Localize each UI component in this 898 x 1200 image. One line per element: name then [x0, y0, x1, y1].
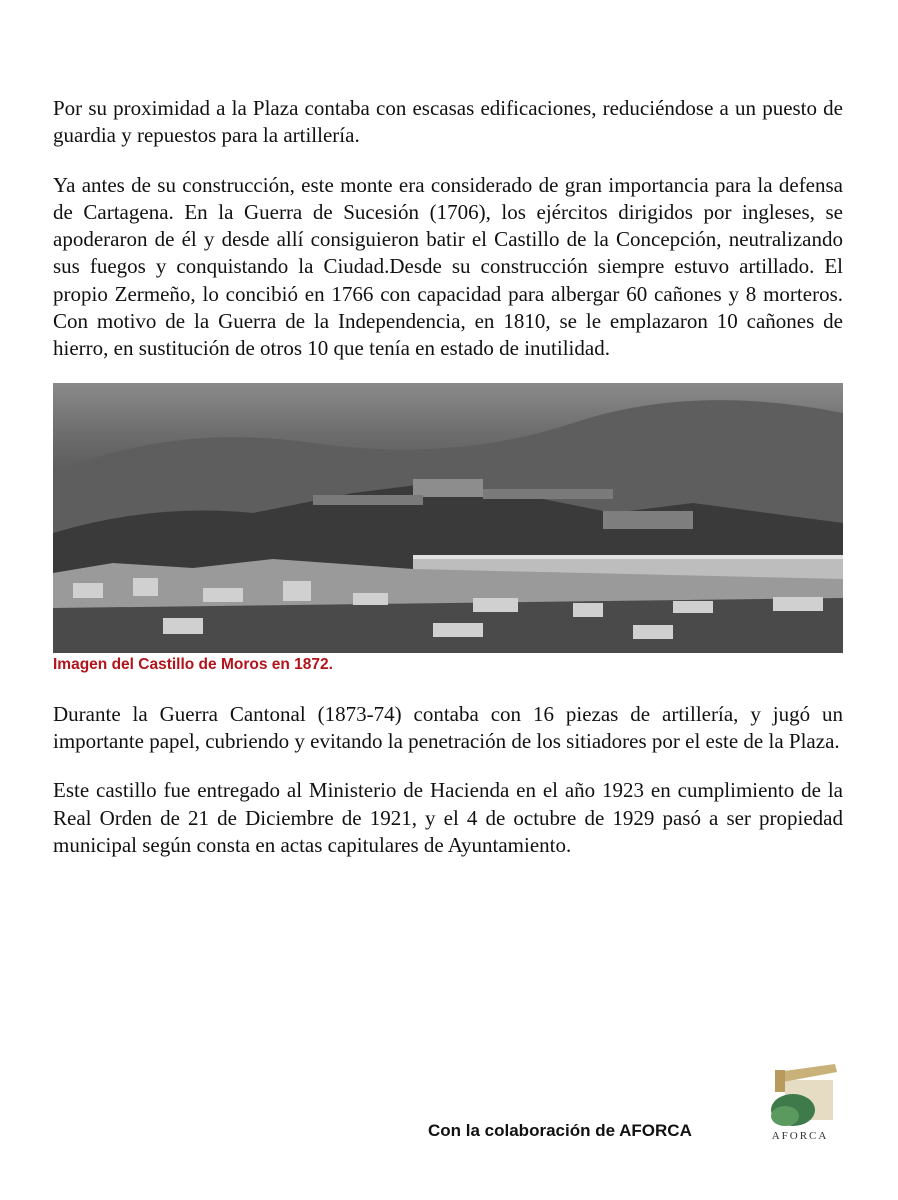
document-body: [53, 95, 843, 881]
aforca-logo-text: AFORCA: [771, 1130, 829, 1142]
castle-photo-drawing: [53, 383, 843, 653]
castle-photo: [53, 383, 843, 653]
paragraph-2: Ya antes de su construcción, este monte era considerado de gran importancia para la defensa de Cartagena. En la Guerra de Sucesión (1706), los ejércitos dirigidos por ingleses, se apoderaron de él y desde allí consiguieron batir el Castillo de la Concepción, neutralizando sus fuegos y conquistando la Ciudad.Desde su construcción siempre estuvo artillado. El propio Zermeño, lo concibió en 1766 con capacidad para albergar 60 cañones y 8 morteros. Con motivo de la Guerra de la Independencia, en 1810, se le emplazaron 10 cañones de hierro, en sustitución de otros 10 que tenía en estado de inutilidad.: [53, 172, 843, 361]
image-caption: Imagen del Castillo de Moros en 1872.: [53, 655, 333, 673]
aforca-logo-icon: [755, 1062, 845, 1128]
paragraph-4: Este castillo fue entregado al Ministerio de Hacienda en el año 1923 en cumplimiento de la Real Orden de 21 de Diciembre de 1921, y el 4 de octubre de 1929 pasó a ser propiedad municipal según consta en actas capitulares de Ayuntamiento.: [53, 778, 843, 857]
footer-credit: Con la colaboración de AFORCA: [428, 1121, 692, 1140]
paragraph-1: Por su proximidad a la Plaza contaba con escasas edificaciones, reduciéndose a un puesto de guardia y repuestos para la artillería.: [53, 96, 843, 148]
aforca-logo: [755, 1062, 845, 1142]
paragraph-3: Durante la Guerra Cantonal (1873-74) contaba con 16 piezas de artillería, y jugó un importante papel, cubriendo y evitando la penetración de los sitiadores por el este de la Plaza.: [53, 701, 843, 753]
